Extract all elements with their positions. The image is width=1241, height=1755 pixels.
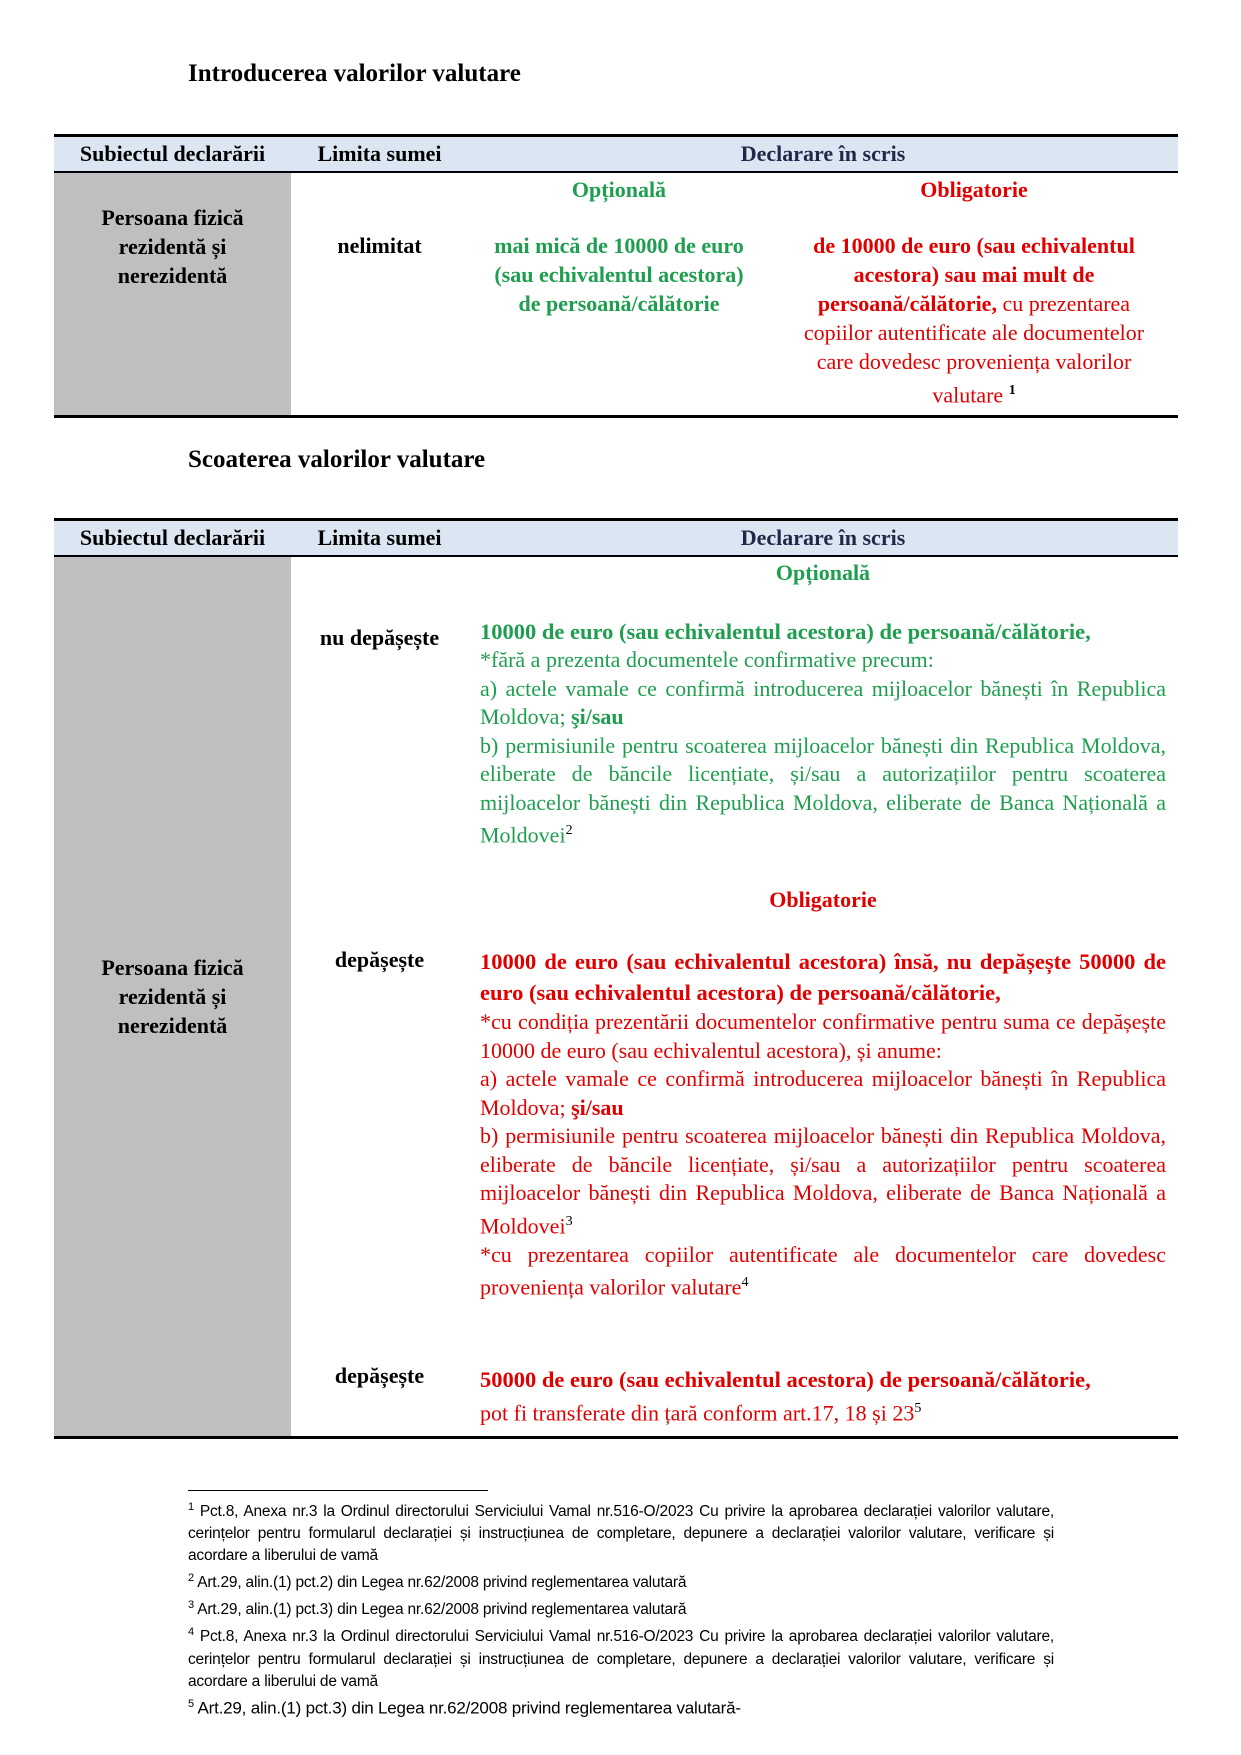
table-header-row bbox=[54, 136, 1178, 173]
footnote-4: $^4$ Pct.8, Anexa nr.3 la Ordinul directorului Serviciului Vamal nr.516-O/2023 Cu privire la aprobarea declarației valorilor valutare, cerințelor pentru formularul declarației și instrucțiunea de completare, depunere a declarației valorilor valutare, verificare și acordare a liberului de vamă bbox=[188, 1626, 1054, 1690]
optional-label: Opțională bbox=[775, 560, 871, 585]
footnote-2: $^2$ Art.29, alin.(1) pct.2) din Legea nr.62/2008 privind reglementarea valutară bbox=[188, 1572, 687, 1592]
footnote-separator bbox=[188, 1490, 488, 1491]
obligatory-label: Obligatorie bbox=[769, 886, 877, 912]
footnote-5: $^5$ Art.29, alin.(1) pct.3) din Legea nr.62/2008 privind reglementarea valutară- bbox=[188, 1697, 741, 1718]
obligatory-cell bbox=[770, 172, 1178, 417]
table-header-row bbox=[54, 520, 1178, 557]
over50k-text: pot fi transferate din țară conform art.17, 18 și 23 bbox=[480, 1400, 915, 1426]
subject-text: Persoana fizică rezidentă și nerezidentă bbox=[101, 205, 244, 288]
optional-item-b: b) permisiunile pentru scoaterea mijloacelor bănești din Republica Moldova, eliberate de băncile licențiate, și/sau a autorizațiilor pentru scoaterea mijloacelor bănești din Republica Moldova, eliberate de Banca Națională a Moldovei$^2$ bbox=[480, 732, 1166, 848]
footnote-ref[interactable]: 5 bbox=[914, 1400, 922, 1416]
footnote-3: $^3$ Art.29, alin.(1) pct.3) din Legea nr.62/2008 privind reglementarea valutară bbox=[188, 1599, 687, 1619]
optional-item-a: a) actele vamale ce confirmă introducerea mijloacelor bănești în Republica Moldova; şi/sau bbox=[480, 675, 1166, 729]
footnote-ref[interactable]: 4 bbox=[741, 1275, 749, 1291]
section-title-scoaterea: Scoaterea valorilor valutare bbox=[188, 446, 486, 473]
limit-nu-depaseste: nu depășește bbox=[319, 625, 440, 650]
optional-block bbox=[480, 618, 1166, 850]
footnote-1: $^1$ Pct.8, Anexa nr.3 la Ordinul directorului Serviciului Vamal nr.516-O/2023 Cu privire la aprobarea declarației valorilor valutare, cerințelor pentru formularul declarației și instrucțiunea de completare, depunere a declarației valorilor valutare, verificare și acordare a liberului de vamă bbox=[188, 1501, 1054, 1565]
limit-depaseste-50000: depășește bbox=[334, 1363, 425, 1388]
obligatory-bold-text: de 10000 de euro (sau echivalentul acestora) sau mai mult de persoană/călătorie, bbox=[813, 233, 1135, 316]
optional-line1: *fără a prezenta documentele confirmative precum: bbox=[480, 647, 934, 672]
section-title-introducerea: Introducerea valorilor valutare bbox=[188, 60, 521, 87]
limit-depaseste-10000: depășește bbox=[334, 947, 425, 972]
header-subiectul: Subiectul declarării bbox=[54, 136, 291, 173]
footnote-ref[interactable]: 3 bbox=[565, 1213, 573, 1229]
subject-cell bbox=[54, 556, 291, 1438]
obligatory-block bbox=[480, 946, 1166, 1302]
table-row bbox=[54, 172, 1178, 417]
obligatory-text bbox=[770, 204, 1178, 415]
over50k-block bbox=[480, 1364, 1166, 1428]
limit-cell bbox=[291, 556, 468, 1438]
obligatory-item-a: a) actele vamale ce confirmă introducerea mijloacelor bănești în Republica Moldova; şi/sau bbox=[480, 1066, 1166, 1120]
optional-text: mai mică de 10000 de euro (sau echivalentul acestora) de persoană/călătorie bbox=[494, 233, 744, 316]
limit-cell bbox=[291, 172, 468, 417]
obligatory-bold: 10000 de euro (sau echivalentul acestora) însă, nu depășește 50000 de euro (sau echivalentul acestora) de persoană/călătorie, bbox=[480, 949, 1166, 1006]
optional-bold: 10000 de euro (sau echivalentul acestora) de persoană/călătorie, bbox=[480, 618, 1091, 644]
footnotes bbox=[188, 1496, 1054, 1719]
declaration-cell bbox=[468, 556, 1178, 1438]
table-row bbox=[54, 556, 1178, 1438]
table-introducerea bbox=[54, 134, 1178, 418]
optional-label: Opțională bbox=[571, 177, 667, 202]
footnote-ref[interactable]: 2 bbox=[565, 823, 573, 838]
optional-cell bbox=[468, 172, 770, 417]
header-declarare: Declarare în scris bbox=[468, 520, 1178, 557]
obligatory-label: Obligatorie bbox=[920, 177, 1028, 202]
header-limita: Limita sumei bbox=[291, 520, 468, 557]
over50k-bold: 50000 de euro (sau echivalentul acestora) de persoană/călătorie, bbox=[480, 1366, 1091, 1392]
header-limita: Limita sumei bbox=[291, 136, 468, 173]
footnote-ref[interactable]: 1 bbox=[1008, 383, 1016, 398]
header-subiectul: Subiectul declarării bbox=[54, 520, 291, 557]
header-declarare: Declarare în scris bbox=[468, 136, 1178, 173]
obligatory-item-b: b) permisiunile pentru scoaterea mijloacelor bănești din Republica Moldova, eliberate de băncile licențiate, și/sau a autorizațiilor pentru scoaterea mijloacelor bănești din Republica Moldova, eliberate de Banca Națională a Moldovei$^3$ bbox=[480, 1123, 1166, 1239]
table-scoaterea bbox=[54, 518, 1178, 1439]
obligatory-regular-text: cu prezentarea copiilor autentificate ale documentelor care dovedesc proveniența valorilor valutare bbox=[803, 291, 1145, 408]
obligatory-line1: *cu condiția prezentării documentelor confirmative pentru suma ce depășește 10000 de euro (sau echivalentul acestora), și anume: bbox=[480, 1009, 1166, 1063]
subject-text: Persoana fizică rezidentă și nerezidentă bbox=[101, 955, 244, 1038]
obligatory-line2: *cu prezentarea copiilor autentificate ale documentelor care dovedesc proveniența valorilor valutare$^4$ bbox=[480, 1241, 1166, 1300]
subject-cell bbox=[54, 172, 291, 417]
limit-text: nelimitat bbox=[337, 233, 422, 258]
